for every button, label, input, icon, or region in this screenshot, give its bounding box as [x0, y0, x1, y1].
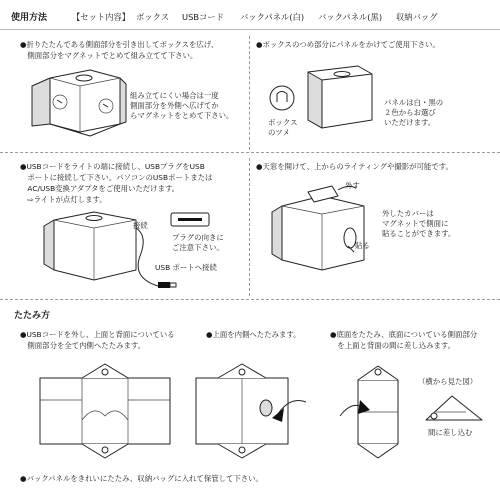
- row-divider-1: [0, 152, 500, 153]
- row-divider-2: [0, 299, 500, 300]
- fold-step1-illustration: [30, 360, 180, 460]
- step1-note: 組み立てにくい場合は一度 側面部分を外側へ広げてか らマグネットをとめて下さい。: [130, 91, 234, 120]
- step4-note: 外したカバーは マグネットで側面に 貼ることができます。: [382, 209, 456, 238]
- usb-plug-icon: [170, 212, 210, 228]
- step1-text: ●折りたたんである側面部分を引き出してボックスを広げ、 側面部分をマグネットでとめて組み立てて下さい。: [20, 40, 219, 60]
- header-divider: [0, 29, 500, 30]
- fold-step2-illustration: [188, 360, 308, 460]
- side-view-illustration: [422, 390, 486, 426]
- column-divider-top: [249, 36, 250, 150]
- folding-title: たたみ方: [14, 311, 51, 321]
- plug-orientation-note: プラグの向きに ご注意下さい。: [172, 233, 224, 252]
- fold-step3-text: ●底面をたたみ、底面についている側面部分 を上面と背面の間に差し込みます。: [330, 330, 478, 350]
- item-box: ボックス: [136, 12, 170, 22]
- usb-port-label: USB ポートへ接続: [155, 263, 217, 272]
- item-usb-cord: USBコード: [182, 12, 224, 22]
- column-divider-mid: [249, 158, 250, 296]
- side-view-label: （横から見た図）: [418, 377, 478, 386]
- skylight-box-illustration: [268, 182, 378, 282]
- unfolded-box-illustration: [28, 64, 128, 144]
- fold-step4-text: ●バックパネルをきれいにたたみ、収納バッグに入れて保管して下さい。: [20, 474, 263, 483]
- step4-text: ●天窓を開けて、上からのライティングや撮影が可能です。: [256, 162, 453, 171]
- fold-step3-illustration: [338, 360, 418, 460]
- item-back-panel-black: バックパネル(黒): [318, 12, 383, 22]
- remove-label: 外す: [345, 181, 360, 190]
- attach-label: 貼る: [355, 241, 370, 250]
- set-contents-label: 【セット内容】: [72, 12, 131, 22]
- page-title: 使用方法: [11, 13, 48, 23]
- step2-text: ●ボックスのつめ部分にパネルをかけてご使用下さい。: [256, 40, 440, 49]
- box-tab-label: ボックス のツメ: [268, 118, 298, 137]
- connect-label: 接続: [133, 221, 148, 230]
- fold-step2-text: ●上面を内側へたたみます。: [206, 330, 301, 339]
- item-back-panel-white: バックパネル(白): [240, 12, 305, 22]
- step3-text: ●USBコードをライトの端に接続し、USBプラグをUSB ポートに接続して下さい。パソコンのUSBポートまたは AC/USB変換アダプタをご使用いただけます。 ⇨ライトが点灯します。: [20, 162, 213, 204]
- usb-box-illustration: [40, 206, 190, 296]
- insert-between-label: 間に差し込む: [428, 428, 473, 437]
- fold-step1-text: ●USBコードを外し、上面と背面についている 側面部分を全て内側へたたみます。: [20, 330, 175, 350]
- step2-note: パネルは白・黒の ２色からお選び いただけます。: [384, 98, 444, 127]
- item-storage-bag: 収納バッグ: [396, 12, 438, 22]
